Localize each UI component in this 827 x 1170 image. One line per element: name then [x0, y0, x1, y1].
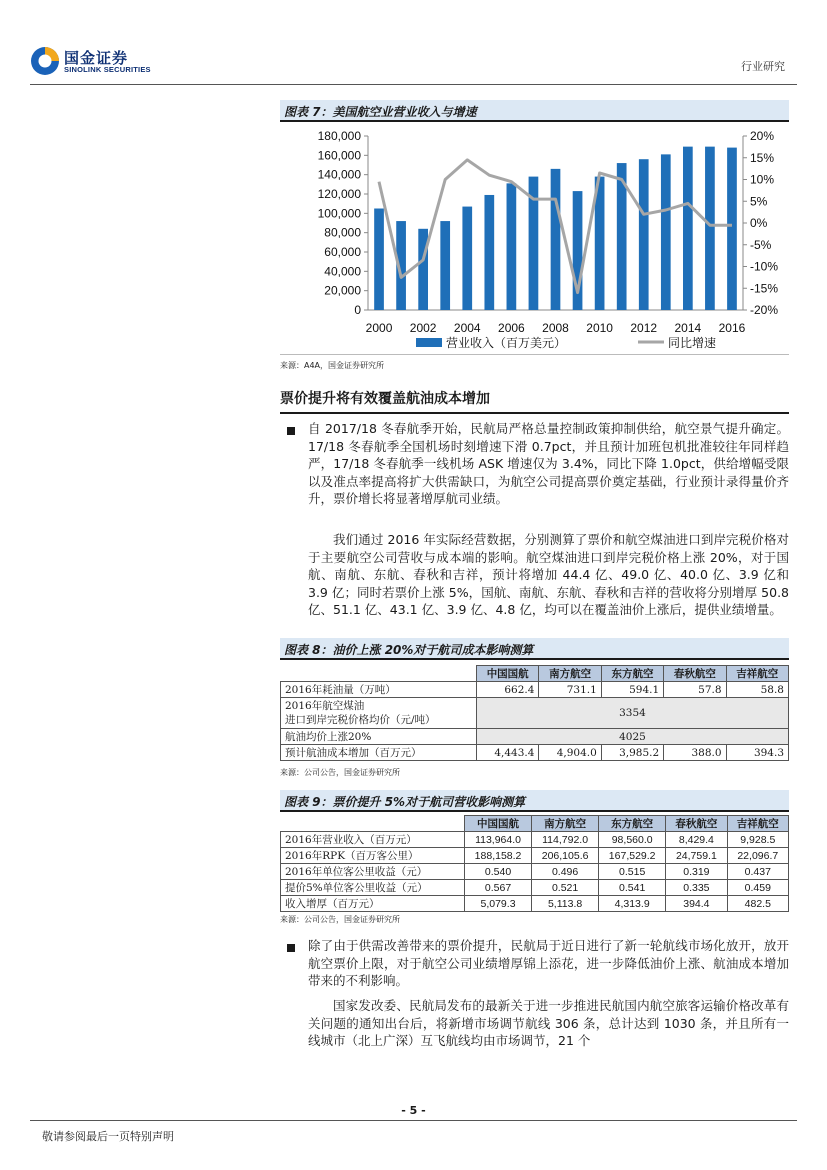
table-merged-cell: 4025 [477, 729, 789, 745]
x-axis-tick-label: 2012 [630, 321, 658, 335]
table-8-fuel-cost [280, 665, 789, 761]
row-label: 航油均价上涨20% [281, 729, 477, 745]
table-cell: 0.567 [465, 880, 532, 896]
table-cell: 113,964.0 [465, 832, 532, 848]
column-header: 春秋航空 [666, 816, 727, 832]
paragraph-price-reform: 国家发改委、民航局发布的最新关于进一步推进民航国内航空旅客运输价格改革有关问题的通知出台后，将新增市场调节航线 306 条，总计达到 1030 条，并且所有一线城市（北上广深）互飞航线均由市场调节，21 个 [308, 998, 789, 1049]
table-corner-cell [281, 816, 465, 832]
revenue-bar [440, 221, 450, 310]
footer-disclaimer: 敬请参阅最后一页特别声明 [42, 1130, 174, 1143]
row-label-line: 进口到岸完税价格均价（元/吨） [285, 714, 436, 726]
revenue-bar [683, 147, 693, 310]
left-axis-tick-label: 80,000 [324, 225, 361, 240]
column-header: 吉祥航空 [726, 666, 788, 682]
table-cell: 0.540 [465, 864, 532, 880]
paragraph-impact-estimate: 我们通过 2016 年实际经营数据，分别测算了票价和航空煤油进口到岸完税价格对于主要航空公司营收与成本端的影响。航空煤油进口到岸完税价格上涨 20%，对于国航、南航、东航、春秋和吉祥，预计将增加 44.4 亿、49.0 亿、40.0 亿、3.9 亿和 3.9 亿；同时若票价上涨 5%，国航、南航、东航、春秋和吉祥的营收将分别增厚 50.8 亿、51.1 亿、43.1 亿、3.9 亿、4.8 亿，均可以在覆盖油价上涨后，提供业绩增量。 [308, 532, 789, 618]
table-header-row [281, 666, 789, 682]
x-axis-tick-label: 2004 [453, 321, 481, 335]
left-axis-tick-label: 0 [354, 303, 361, 317]
table-cell: 0.515 [599, 864, 666, 880]
revenue-bar [462, 207, 472, 310]
column-header: 东方航空 [599, 816, 666, 832]
left-axis-tick-label: 160,000 [317, 148, 361, 163]
table-cell: 5,113.8 [532, 896, 599, 912]
x-axis-tick-label: 2010 [586, 321, 613, 335]
table-merged-cell: 3354 [477, 698, 789, 729]
table-cell: 0.496 [532, 864, 599, 880]
table-cell: 731.1 [539, 682, 601, 698]
x-axis-tick-label: 2002 [409, 321, 437, 335]
left-axis-tick-label: 180,000 [317, 129, 361, 143]
table-cell: 482.5 [727, 896, 788, 912]
row-label [281, 698, 477, 729]
revenue-growth-chart [280, 123, 789, 355]
figure-7-source: 来源：A4A，国金证券研究所 [280, 361, 385, 370]
row-label: 2016年RPK（百万客公里） [281, 848, 465, 864]
table-cell: 5,079.3 [465, 896, 532, 912]
table-cell: 4,904.0 [539, 745, 601, 761]
table-header-row [281, 816, 789, 832]
table-cell: 388.0 [664, 745, 726, 761]
right-axis-tick-label: 20% [750, 129, 775, 143]
row-label: 收入增厚（百万元） [281, 896, 465, 912]
table-row [281, 864, 789, 880]
x-axis-tick-label: 2006 [498, 321, 525, 335]
table-cell: 3,985.2 [601, 745, 663, 761]
x-axis-tick-label: 2008 [542, 321, 569, 335]
section-tag: 行业研究 [741, 60, 785, 73]
table-cell: 0.521 [532, 880, 599, 896]
column-header: 南方航空 [539, 666, 601, 682]
figure-7-title: 图表 7：美国航空业营业收入与增速 [280, 100, 789, 122]
column-header: 中国国航 [465, 816, 532, 832]
table-cell: 22,096.7 [727, 848, 788, 864]
column-header: 吉祥航空 [727, 816, 788, 832]
revenue-bar [507, 183, 517, 310]
table-cell: 24,759.1 [666, 848, 727, 864]
footer-divider [30, 1120, 797, 1121]
logo-mark-icon [30, 46, 60, 76]
bullet-icon [287, 427, 295, 435]
row-label: 提价5%单位客公里收益（元） [281, 880, 465, 896]
table-cell: 0.437 [727, 864, 788, 880]
logo-english-name: SINOLINK SECURITIES [64, 65, 151, 74]
left-axis-tick-label: 100,000 [317, 206, 361, 221]
left-axis-tick-label: 120,000 [317, 187, 361, 201]
left-axis-tick-label: 60,000 [324, 245, 361, 259]
table-cell: 98,560.0 [599, 832, 666, 848]
revenue-bar [551, 169, 561, 310]
column-header: 东方航空 [601, 666, 663, 682]
table-cell: 0.319 [666, 864, 727, 880]
table-row [281, 745, 789, 761]
table-cell: 9,928.5 [727, 832, 788, 848]
revenue-bar [727, 148, 737, 310]
table-8-title: 图表 8：油价上涨 20%对于航司成本影响测算 [280, 638, 789, 660]
row-label: 2016年单位客公里收益（元） [281, 864, 465, 880]
section-heading: 票价提升将有效覆盖航油成本增加 [280, 388, 789, 414]
column-header: 南方航空 [532, 816, 599, 832]
table-row [281, 698, 789, 729]
company-logo [30, 46, 155, 76]
revenue-bar [374, 209, 384, 311]
table-9-title: 图表 9：票价提升 5%对于航司营收影响测算 [280, 790, 789, 812]
paragraph-route-liberalization: 除了由于供需改善带来的票价提升，民航局于近日进行了新一轮航线市场化放开，放开航空票价上限，对于航空公司业绩增厚锦上添花，进一步降低油价上涨、航油成本增加带来的不利影响。 [308, 938, 789, 989]
table-cell: 114,792.0 [532, 832, 599, 848]
table-cell: 662.4 [477, 682, 539, 698]
right-axis-tick-label: 10% [750, 172, 775, 187]
legend-bar-label: 营业收入（百万美元） [446, 336, 567, 350]
row-label: 2016年耗油量（万吨） [281, 682, 477, 698]
page-number: - 5 - [401, 1104, 426, 1117]
table-9-revenue [280, 815, 789, 912]
row-label: 2016年营业收入（百万元） [281, 832, 465, 848]
paragraph-supply-control: 自 2017/18 冬春航季开始，民航局严格总量控制政策抑制供给，航空景气提升确定。17/18 冬春航季全国机场时刻增速下滑 0.7pct，并且预计加班包机批准较往年同样趋严，17/18 冬春航季一线机场 ASK 增速仅为 3.4%，同比下降 1.0pct，供给增幅受限以及准点率提高将扩大供需缺口，为航空公司提高票价奠定基础，行业预计录得量价齐升，票价增长将显著增厚航司业绩。 [308, 421, 789, 507]
table-row [281, 832, 789, 848]
column-header: 春秋航空 [664, 666, 726, 682]
right-axis-tick-label: 15% [750, 150, 775, 165]
column-header: 中国国航 [477, 666, 539, 682]
table-row [281, 729, 789, 745]
table-cell: 394.4 [666, 896, 727, 912]
table-cell: 0.541 [599, 880, 666, 896]
table-row [281, 848, 789, 864]
table-9-source: 来源：公司公告，国金证券研究所 [280, 915, 400, 924]
table-row [281, 880, 789, 896]
logo-chinese-name: 国金证券 [64, 49, 129, 67]
table-cell: 8,429.4 [666, 832, 727, 848]
table-cell: 206,105.6 [532, 848, 599, 864]
left-axis-tick-label: 40,000 [324, 264, 361, 279]
right-axis-tick-label: -5% [750, 237, 772, 252]
x-axis-tick-label: 2016 [718, 321, 746, 335]
header-divider [30, 84, 797, 85]
table-row [281, 682, 789, 698]
table-cell: 594.1 [601, 682, 663, 698]
revenue-bar [418, 229, 428, 310]
figure-7-chart [280, 123, 789, 355]
bullet-icon [287, 944, 295, 952]
right-axis-tick-label: -15% [750, 281, 779, 296]
table-cell: 188,158.2 [465, 848, 532, 864]
x-axis-tick-label: 2014 [674, 321, 702, 335]
table-cell: 0.459 [727, 880, 788, 896]
revenue-bar [639, 159, 649, 310]
x-axis-tick-label: 2000 [365, 321, 393, 335]
revenue-bar [705, 147, 715, 310]
table-corner-cell [281, 666, 477, 682]
right-axis-tick-label: 0% [750, 216, 768, 230]
row-label-line: 2016年航空煤油 [285, 700, 365, 712]
table-cell: 58.8 [726, 682, 788, 698]
table-cell: 0.335 [666, 880, 727, 896]
revenue-bar [661, 154, 671, 310]
row-label: 预计航油成本增加（百万元） [281, 745, 477, 761]
right-axis-tick-label: 5% [750, 194, 768, 209]
left-axis-tick-label: 20,000 [324, 283, 361, 298]
right-axis-tick-label: -20% [750, 303, 779, 317]
table-cell: 4,443.4 [477, 745, 539, 761]
table-cell: 167,529.2 [599, 848, 666, 864]
table-8-source: 来源：公司公告，国金证券研究所 [280, 768, 400, 777]
revenue-bar [484, 195, 494, 310]
right-axis-tick-label: -10% [750, 259, 779, 274]
left-axis-tick-label: 140,000 [317, 167, 361, 182]
table-row [281, 896, 789, 912]
legend-bar-swatch [416, 338, 442, 347]
table-cell: 4,313.9 [599, 896, 666, 912]
table-cell: 394.3 [726, 745, 788, 761]
table-cell: 57.8 [664, 682, 726, 698]
legend-line-label: 同比增速 [668, 336, 717, 350]
